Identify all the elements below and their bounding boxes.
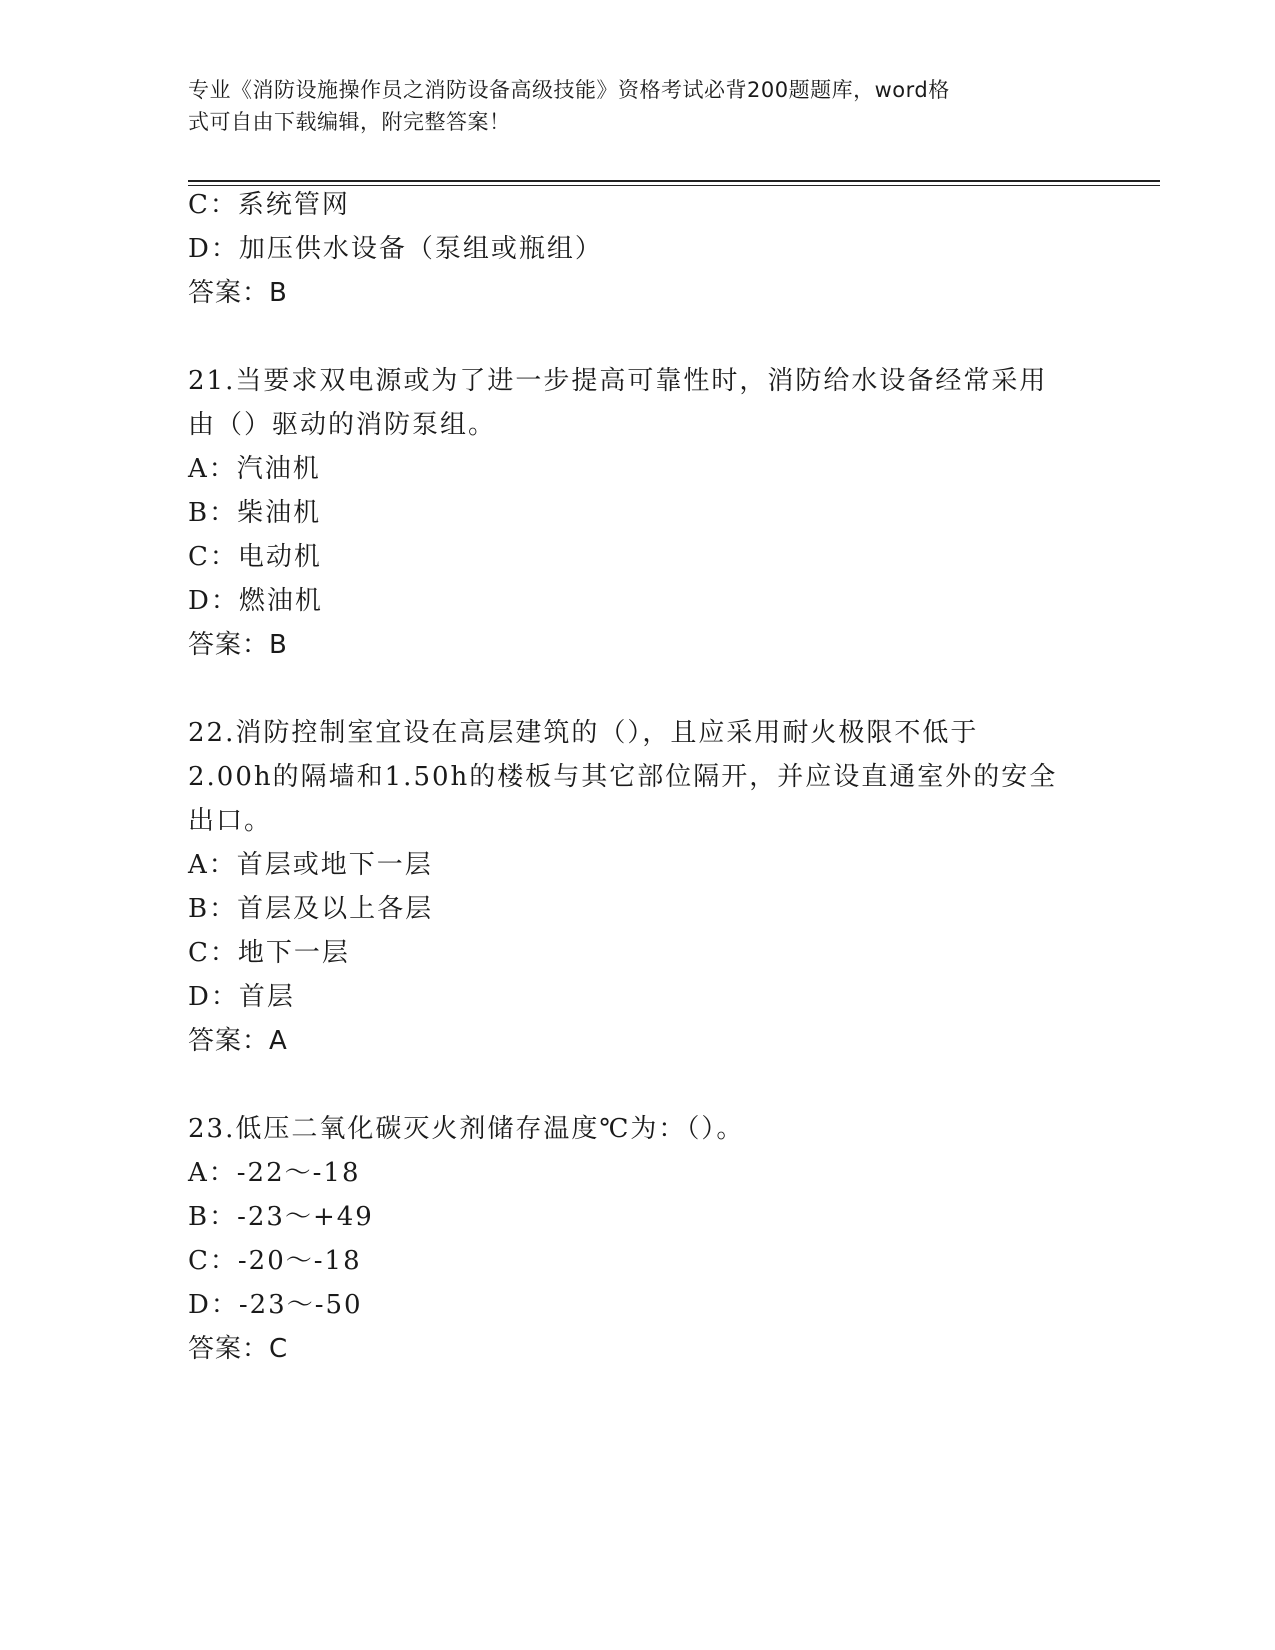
option-a: A：首层或地下一层 xyxy=(188,850,433,880)
option-a: A：汽油机 xyxy=(188,454,321,484)
option-d: D：-23～-50 xyxy=(188,1290,363,1320)
answer-line: 答案：A xyxy=(188,1026,288,1056)
header-rule-thin xyxy=(188,185,1160,186)
header-line-1: 专业《消防设施操作员之消防设备高级技能》资格考试必背200题题库，word格 xyxy=(188,78,950,102)
document-header xyxy=(188,74,1068,138)
question-21-stem: 21.当要求双电源或为了进一步提高可靠性时，消防给水设备经常采用 xyxy=(188,366,1048,396)
option-b: B：柴油机 xyxy=(188,498,322,528)
question-22-stem-end: 出口。 xyxy=(188,806,273,836)
option-b: B：首层及以上各层 xyxy=(188,894,434,924)
option-c: C：电动机 xyxy=(188,542,322,572)
option-d: D：燃油机 xyxy=(188,586,323,616)
answer-line: 答案：B xyxy=(188,278,288,308)
question-23-stem: 23.低压二氧化碳灭火剂储存温度℃为：（）。 xyxy=(188,1114,745,1144)
option-c: C：-20～-18 xyxy=(188,1246,362,1276)
header-line-2: 式可自由下载编辑，附完整答案！ xyxy=(188,110,511,134)
option-c: C：系统管网 xyxy=(188,190,350,220)
option-b: B：-23～+49 xyxy=(188,1202,374,1232)
question-21-stem-cont: 由（）驱动的消防泵组。 xyxy=(188,410,497,440)
option-d: D：首层 xyxy=(188,982,295,1012)
option-a: A：-22～-18 xyxy=(188,1158,361,1188)
option-d: D：加压供水设备（泵组或瓶组） xyxy=(188,234,603,264)
answer-line: 答案：B xyxy=(188,630,288,660)
question-22-stem: 22.消防控制室宜设在高层建筑的（），且应采用耐火极限不低于 xyxy=(188,718,979,748)
option-c: C：地下一层 xyxy=(188,938,350,968)
header-rule-thick xyxy=(188,180,1160,182)
question-22-stem-cont: 2.00h的隔墙和1.50h的楼板与其它部位隔开，并应设直通室外的安全 xyxy=(188,762,1058,792)
answer-line: 答案：C xyxy=(188,1334,289,1364)
